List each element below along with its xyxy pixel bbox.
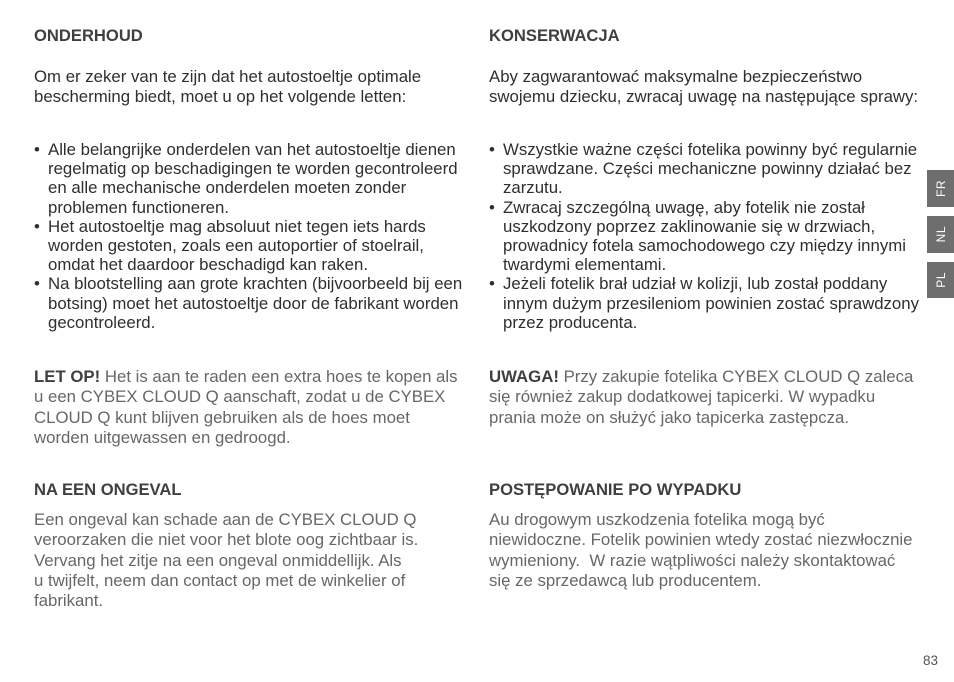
note-paragraph xyxy=(34,367,471,448)
section-heading-accident: POSTĘPOWANIE PO WYPADKU xyxy=(489,480,742,499)
checklist-item xyxy=(34,140,471,217)
checklist-item-text: Jeżeli fotelik brał udział w kolizji, lub został poddany innym dużym przesileniom powinien zostać sprawdzony przez producenta. xyxy=(503,274,919,332)
checklist-item xyxy=(489,198,926,275)
section-heading-accident: NA EEN ONGEVAL xyxy=(34,480,182,499)
accident-paragraph: Een ongeval kan schade aan de CYBEX CLOUD Q veroorzaken die niet voor het blote oog zichtbaar is. Vervang het zitje na een ongeval onmiddellijk. Als u twijfelt, neem dan contact op met de winkelier of fabrikant. xyxy=(34,510,419,610)
bullet-marker xyxy=(489,140,495,159)
checklist-item-text: Alle belangrijke onderdelen van het autostoeltje dienen regelmatig op beschadigingen te worden gecontroleerd en alle mechanische onderdelen moeten zonder problemen functioneren. xyxy=(48,140,458,217)
language-tab-label: FR xyxy=(933,180,948,197)
checklist-item-text: Het autostoeltje mag absoluut niet tegen iets hards worden gestoten, zoals een autoportier of stoelrail, omdat het daardoor beschadigd kan raken. xyxy=(48,216,426,275)
maintenance-checklist xyxy=(489,140,926,332)
language-tab-fr xyxy=(927,170,954,207)
note-text: Het is aan te raden een extra hoes te kopen als u een CYBEX CLOUD Q aanschaft, zodat u de CYBEX CLOUD Q kunt blijven gebruiken als de hoes moet worden uitgewassen en gedroogd. xyxy=(34,367,458,447)
checklist-item-text: Zwracaj szczególną uwagę, aby fotelik nie został uszkodzony poprzez zaklinowanie się w drzwiach, prowadnicy fotela samochodowego czy między innymi twardymi elementami. xyxy=(503,197,906,275)
checklist-item-text: Wszystkie ważne części fotelika powinny być regularnie sprawdzane. Części mechaniczne powinny działać bez zarzutu. xyxy=(503,140,918,198)
checklist-item-text: Na blootstelling aan grote krachten (bijvoorbeeld bij een botsing) moet het autostoeltje door de fabrikant worden gecontroleerd. xyxy=(48,274,463,332)
language-tab-label: NL xyxy=(933,226,948,243)
column-polish xyxy=(489,0,926,682)
column-dutch xyxy=(34,0,471,682)
language-tab-pl xyxy=(927,262,954,298)
bullet-marker xyxy=(489,198,495,217)
section-heading-maintenance: ONDERHOUD xyxy=(34,26,143,45)
language-tab-label: PL xyxy=(933,272,948,288)
section-heading-maintenance: KONSERWACJA xyxy=(489,26,620,45)
maintenance-intro: Aby zagwarantować maksymalne bezpieczeństwo swojemu dziecku, zwracaj uwagę na następujące sprawy: xyxy=(489,67,919,106)
bullet-marker xyxy=(489,274,495,293)
checklist-item xyxy=(489,140,926,198)
note-text: Przy zakupie fotelika CYBEX CLOUD Q zaleca się również zakup dodatkowej tapicerki. W wypadku prania może on służyć jako tapicerka zastępcza. xyxy=(489,367,914,427)
bullet-marker xyxy=(34,274,40,293)
checklist-item xyxy=(34,274,471,332)
bullet-marker xyxy=(34,140,40,159)
checklist-item xyxy=(489,274,926,332)
language-tab-nl xyxy=(927,216,954,253)
note-label: LET OP! xyxy=(34,367,101,386)
note-paragraph xyxy=(489,367,926,428)
page-number: 83 xyxy=(922,653,938,668)
note-label: UWAGA! xyxy=(489,367,559,386)
checklist-item xyxy=(34,217,471,275)
bullet-marker xyxy=(34,217,40,236)
accident-paragraph: Au drogowym uszkodzenia fotelika mogą być niewidoczne. Fotelik powinien wtedy zostać niezwłocznie wymieniony. W razie wątpliwości należy skontaktować się ze sprzedawcą lub producentem. xyxy=(489,510,913,590)
maintenance-intro: Om er zeker van te zijn dat het autostoeltje optimale bescherming biedt, moet u op het volgende letten: xyxy=(34,67,422,106)
maintenance-checklist xyxy=(34,140,471,332)
